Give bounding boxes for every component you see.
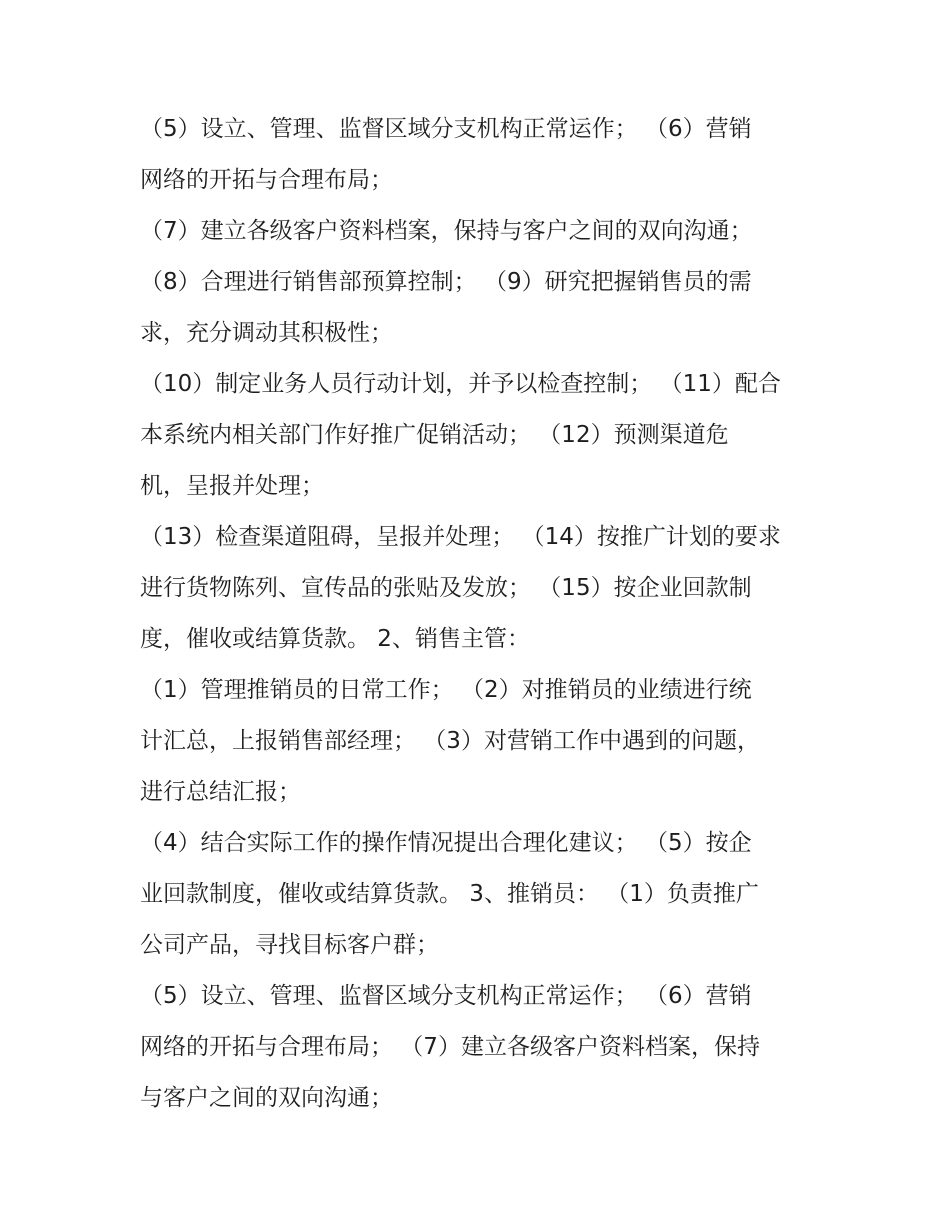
text-line: （5）设立、管理、监督区域分支机构正常运作； （6）营销 bbox=[140, 116, 752, 142]
text-line: 进行总结汇报； bbox=[140, 779, 301, 805]
text-line: 公司产品，寻找目标客户群； bbox=[140, 932, 439, 958]
text-line: （10）制定业务人员行动计划，并予以检查控制； （11）配合 bbox=[140, 371, 781, 397]
text-line: 度，催收或结算货款。 2、销售主管： bbox=[140, 626, 530, 652]
text-line: 网络的开拓与合理布局； bbox=[140, 167, 393, 193]
text-line: 网络的开拓与合理布局； （7）建立各级客户资料档案，保持 bbox=[140, 1034, 760, 1060]
text-line: 求，充分调动其积极性； bbox=[140, 320, 393, 346]
text-line: 计汇总，上报销售部经理； （3）对营销工作中遇到的问题， bbox=[140, 728, 760, 754]
text-line: 机，呈报并处理； bbox=[140, 473, 324, 499]
text-line: 进行货物陈列、宣传品的张贴及发放； （15）按企业回款制 bbox=[140, 575, 752, 601]
text-line: 本系统内相关部门作好推广促销活动； （12）预测渠道危 bbox=[140, 422, 729, 448]
text-line: （8）合理进行销售部预算控制； （9）研究把握销售员的需 bbox=[140, 269, 752, 295]
text-line: （13）检查渠道阻碍，呈报并处理； （14）按推广计划的要求 bbox=[140, 524, 781, 550]
text-line: （5）设立、管理、监督区域分支机构正常运作； （6）营销 bbox=[140, 983, 752, 1009]
document-body bbox=[140, 104, 820, 1124]
text-line: （4）结合实际工作的操作情况提出合理化建议； （5）按企 bbox=[140, 830, 752, 856]
text-line: （1）管理推销员的日常工作； （2）对推销员的业绩进行统 bbox=[140, 677, 752, 703]
text-line: 与客户之间的双向沟通； bbox=[140, 1085, 393, 1111]
text-line: 业回款制度，催收或结算货款。 3、推销员： （1）负责推广 bbox=[140, 881, 759, 907]
text-line: （7）建立各级客户资料档案，保持与客户之间的双向沟通； bbox=[140, 218, 753, 244]
